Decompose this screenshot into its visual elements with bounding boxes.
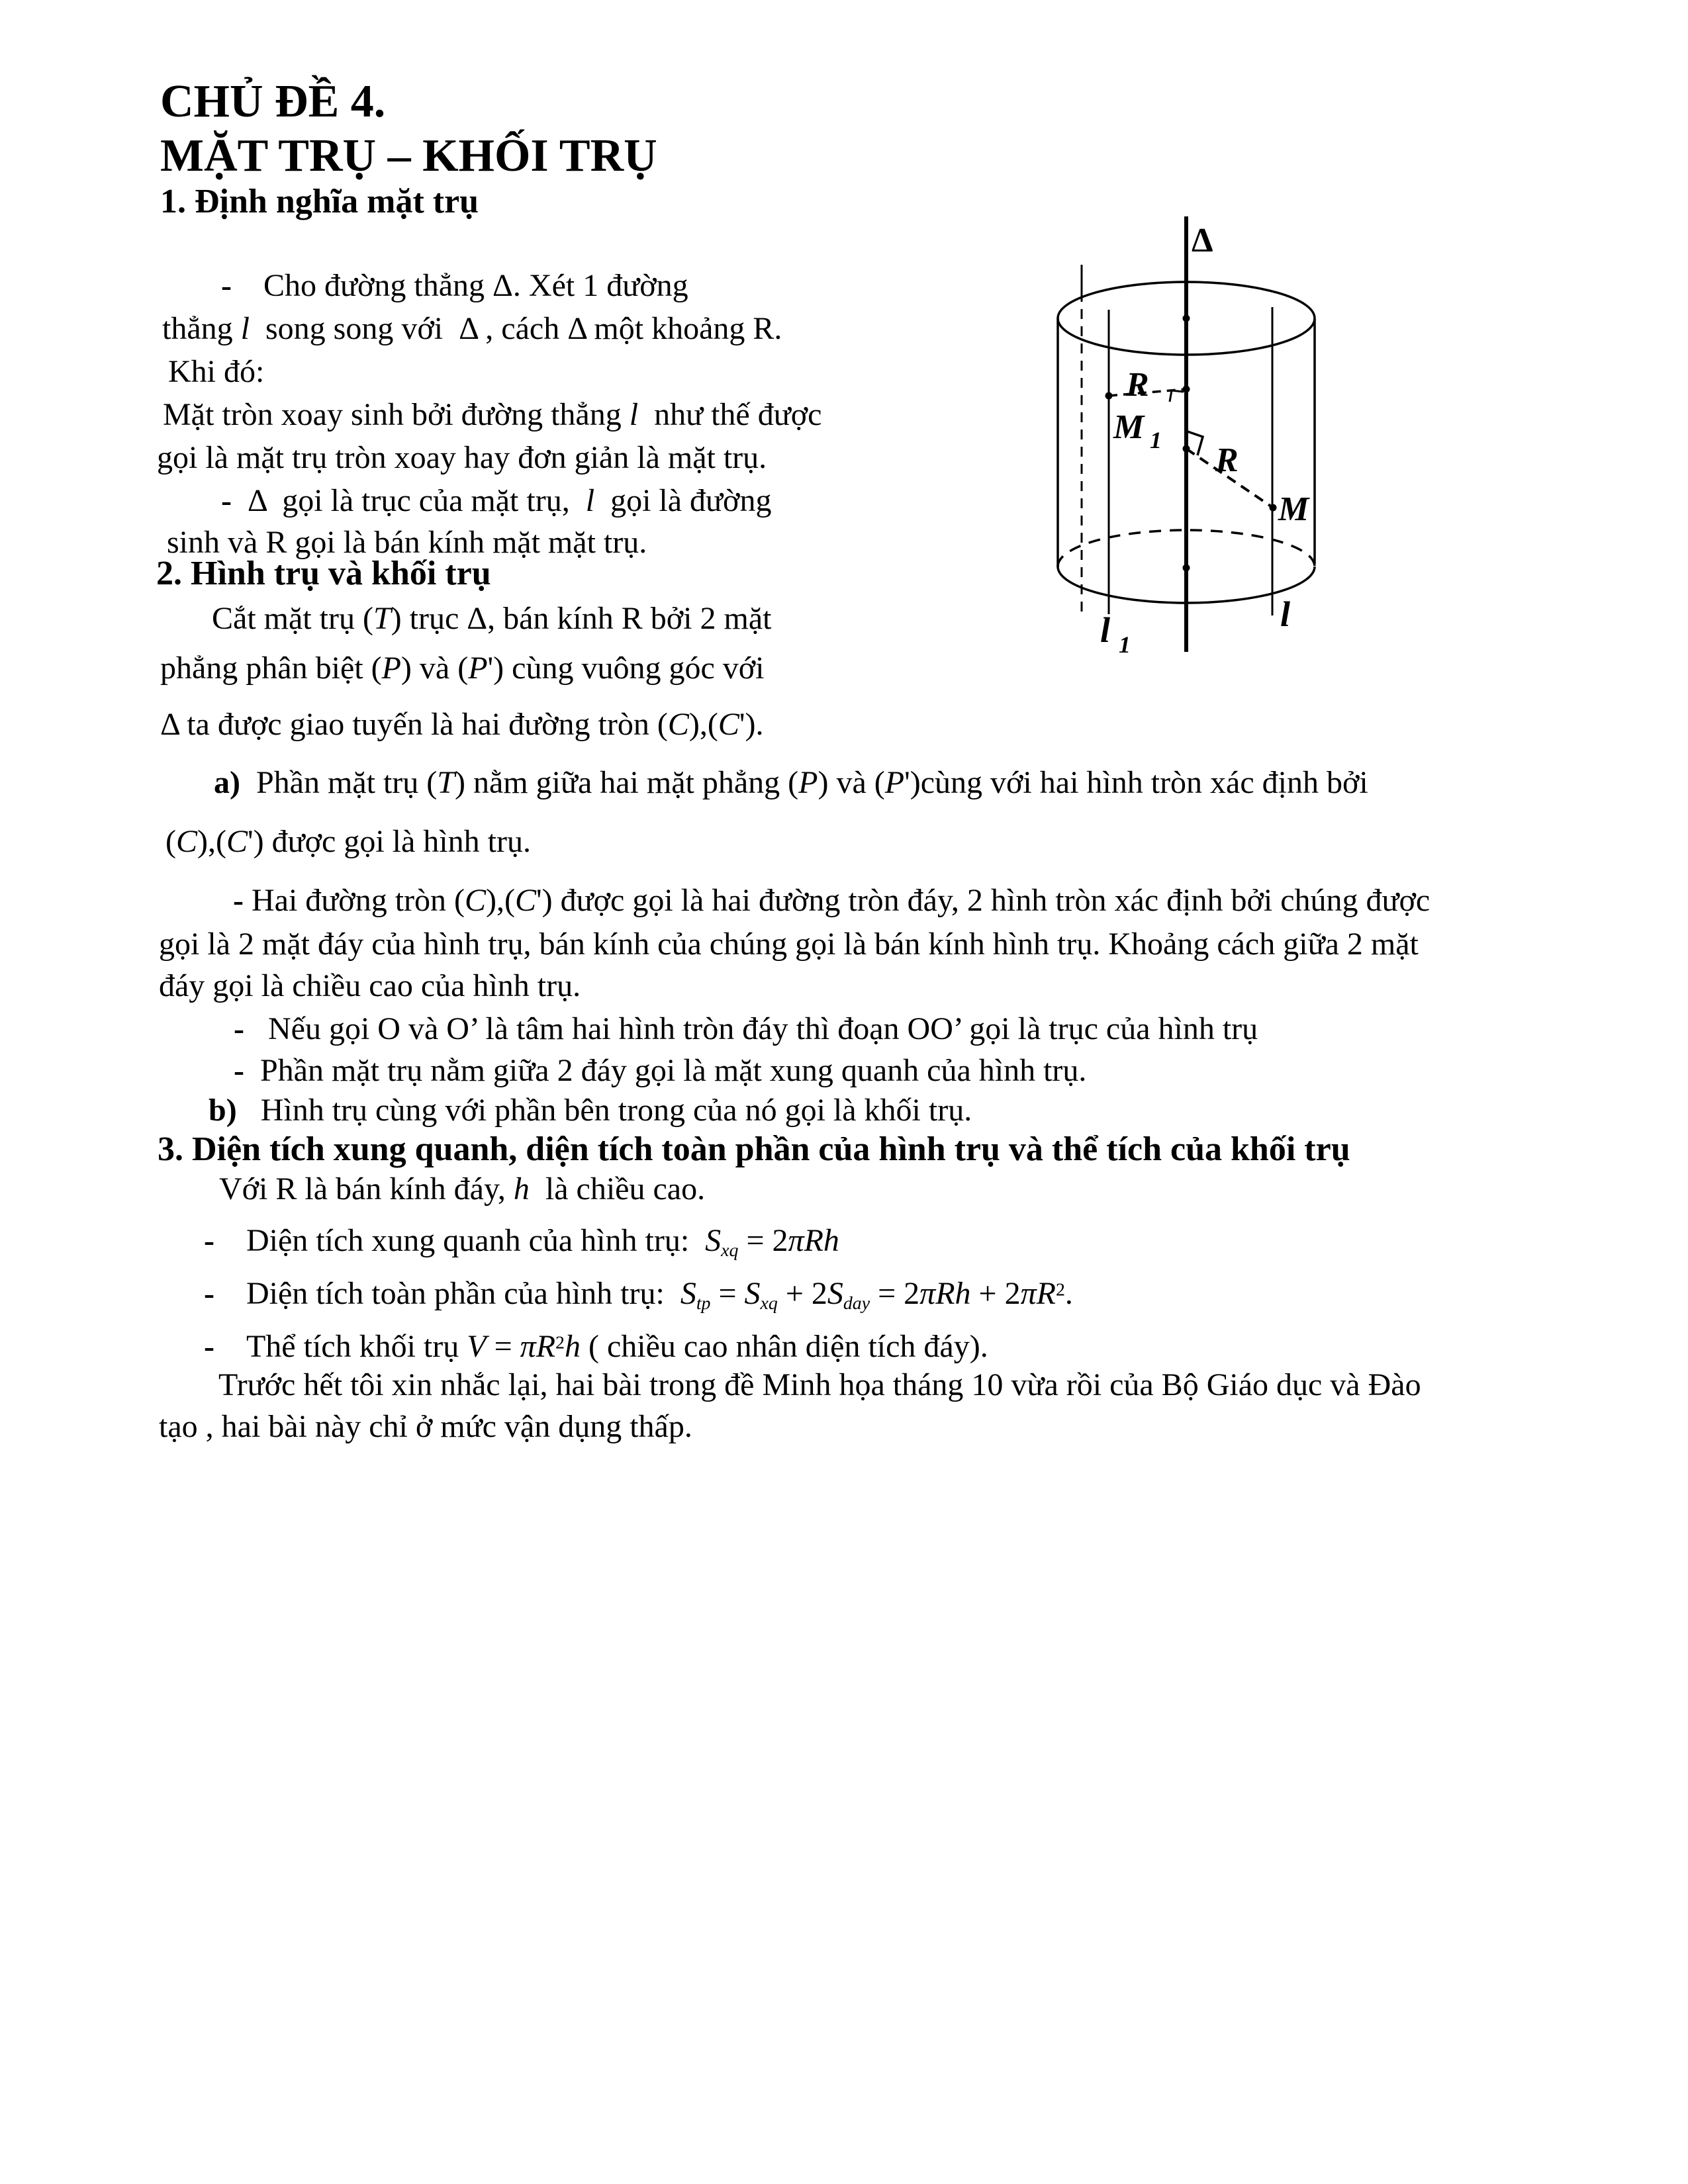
section-2-heading: 2. Hình trụ và khối trụ [156,555,491,592]
generator-l-label: l [1280,594,1291,634]
axis-label: Δ [1192,222,1213,259]
text-line: phẳng phân biệt (P) và (P') cùng vuông góc với [160,651,765,686]
point-M1-label-sub: 1 [1150,427,1162,453]
formula-line-volume: - Thể tích khối trụ $V = \pi R^2h$ ( chiều cao nhân diện tích đáy). [204,1329,988,1364]
top-center-point [1183,315,1190,322]
text-line: a) Phần mặt trụ (T) nằm giữa hai mặt phẳng (P) và (P')cùng với hai hình tròn xác định bởi [214,765,1368,800]
radius-label-upper: R [1126,366,1149,404]
point-M1-label: M [1113,408,1145,446]
text-line: thẳng l song song với Δ , cách Δ một khoảng R. [162,311,782,346]
text-line: - Hai đường tròn (C),(C') được gọi là hai đường tròn đáy, 2 hình tròn xác định bởi chúng được [233,883,1430,918]
axis-point-upper [1183,386,1190,393]
section-3-heading: 3. Diện tích xung quanh, diện tích toàn phần của hình trụ và thể tích của khối trụ [158,1130,1350,1168]
text-line: (C),(C') được gọi là hình trụ. [165,824,531,859]
text-line: Cắt mặt trụ (T) trục Δ, bán kính R bởi 2 mặt [212,601,772,636]
doc-title-line-1: CHỦ ĐỀ 4. [160,76,386,127]
text-line: Δ ta được giao tuyến là hai đường tròn (C),(C'). [160,707,764,742]
text-line: tạo , hai bài này chỉ ở mức vận dụng thấp. [159,1409,692,1444]
text-line: Mặt tròn xoay sinh bởi đường thẳng l như thế được [163,397,822,432]
generator-l1-label: l [1100,610,1111,650]
text-line: Khi đó: [168,354,265,389]
text-line: Với R là bán kính đáy, h là chiều cao. [219,1171,706,1206]
point-M [1270,504,1277,512]
text-line: sinh và R gọi là bán kính mặt mặt trụ. [167,525,647,560]
text-line: đáy gọi là chiều cao của hình trụ. [159,968,581,1003]
bottom-center-point [1183,565,1190,572]
point-M-label: M [1278,490,1309,528]
right-angle-marker-upper [1170,390,1184,402]
text-line: Trước hết tôi xin nhắc lại, hai bài trong đề Minh họa tháng 10 vừa rồi của Bộ Giáo dục và Đào [218,1367,1421,1402]
doc-title-line-2: MẶT TRỤ – KHỐI TRỤ [160,130,657,181]
text-line: - Δ gọi là trục của mặt trụ, l gọi là đường [221,483,772,518]
axis-point-lower [1183,445,1190,453]
text-line: - Cho đường thẳng Δ. Xét 1 đường [221,268,688,303]
text-line: - Nếu gọi O và O’ là tâm hai hình tròn đáy thì đoạn OO’ gọi là trục của hình trụ [234,1011,1258,1046]
radius-label-lower: R [1215,441,1239,479]
formula-line-lateral-area: - Diện tích xung quanh của hình trụ: $S_{xq} = 2\pi Rh$ [204,1223,839,1261]
text-line: gọi là mặt trụ tròn xoay hay đơn giản là mặt trụ. [157,440,767,475]
text-line: gọi là 2 mặt đáy của hình trụ, bán kính của chúng gọi là bán kính hình trụ. Khoảng cách giữa 2 mặt [159,927,1419,962]
cylinder-diagram [1006,185,1377,675]
text-line: - Phần mặt trụ nằm giữa 2 đáy gọi là mặt xung quanh của hình trụ. [234,1053,1087,1088]
formula-line-total-area: - Diện tích toàn phần của hình trụ: $S_{tp} = S_{xq} + 2S_{day} = 2\pi Rh + 2\pi R^2$. [204,1276,1073,1314]
section-1-heading: 1. Định nghĩa mặt trụ [160,183,479,220]
generator-l1-label-sub: 1 [1119,631,1131,658]
point-M1 [1105,392,1113,400]
text-line: b) Hình trụ cùng với phần bên trong của nó gọi là khối trụ. [209,1093,972,1128]
